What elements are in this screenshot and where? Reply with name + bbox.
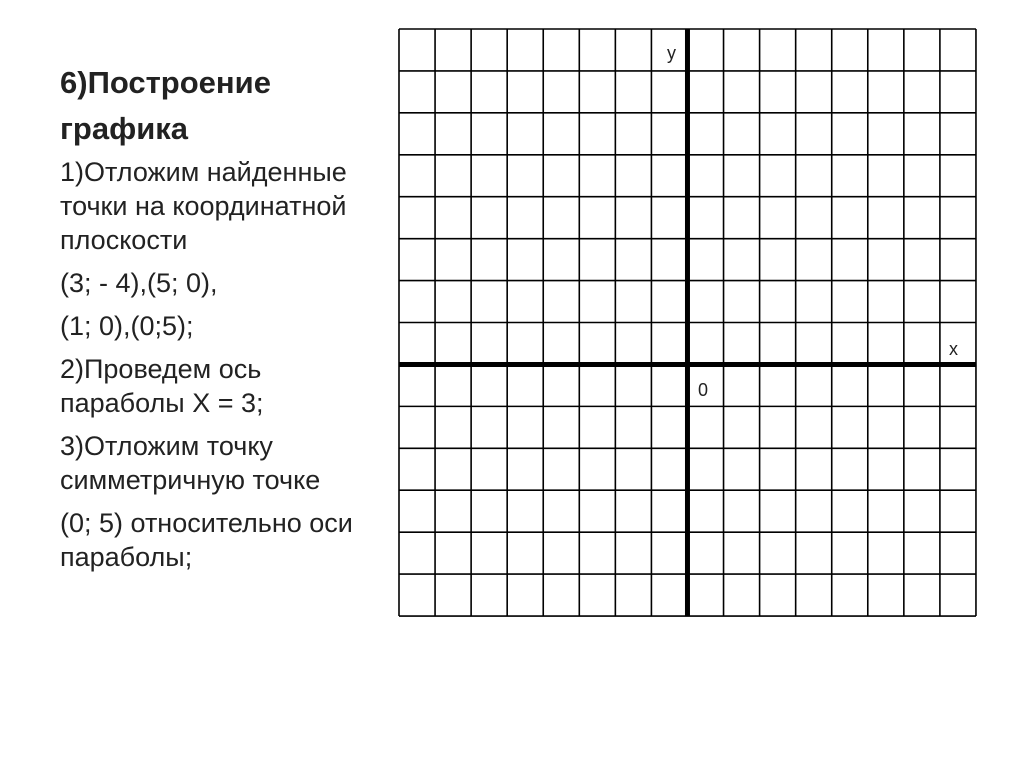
step-2-text: 2)Проведем ось параболы Х = 3; (60, 354, 264, 418)
x-axis-label: х (949, 339, 958, 359)
slide-heading: 6)Построение графика (60, 65, 271, 146)
y-axis-label: у (667, 43, 676, 63)
origin-label: 0 (698, 380, 709, 400)
points-line-1: (3; - 4),(5; 0), (60, 268, 218, 298)
step-3-point-text: (0; 5) относительно оси параболы; (60, 508, 353, 572)
points-line-2: (1; 0),(0;5); (60, 311, 194, 341)
step-3-text: 3)Отложим точку симметричную точке (60, 431, 321, 495)
step-1-text: 1)Отложим найденные точки на координатной плоскости (60, 157, 347, 255)
